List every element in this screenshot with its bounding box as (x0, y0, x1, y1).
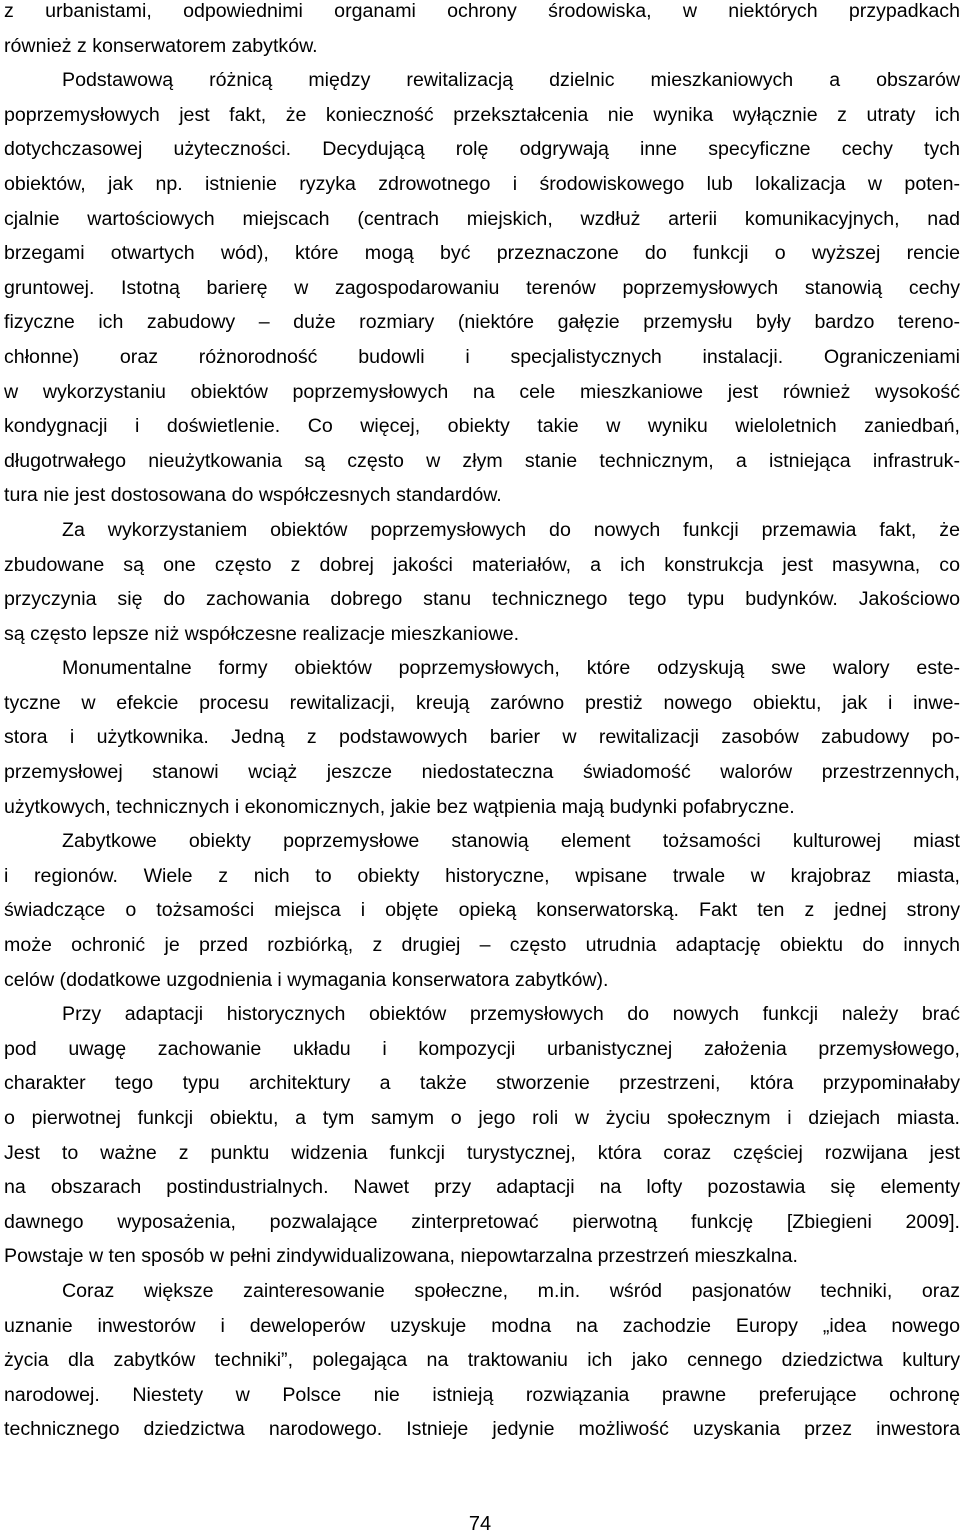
text-line: Za wykorzystaniem obiektów poprzemysłowych do nowych funkcji przemawia fakt, że (62, 518, 960, 541)
text-line: użytkowych, technicznych i ekonomicznych, jakie bez wątpienia mają budynki pofabryczne. (4, 795, 795, 818)
text-line: z urbanistami, odpowiednimi organami ochrony środowiska, w niektórych przypadkach (4, 0, 960, 22)
text-line: obiektów, jak np. istnienie ryzyka zdrowotnego i środowiskowego lub lokalizacja w poten- (4, 172, 960, 195)
text-line: i regionów. Wiele z nich to obiekty historyczne, wpisane trwale w krajobraz miasta, (4, 864, 960, 887)
text-line: pod uwagę zachowanie układu i kompozycji urbanistycznej założenia przemysłowego, (4, 1037, 960, 1060)
text-line: przyczynia się do zachowania dobrego stanu technicznego tego typu budynków. Jakościowo (4, 588, 960, 611)
text-line: tyczne w efekcie procesu rewitalizacji, kreują zarówno prestiż nowego obiektu, jak i inwe- (4, 691, 960, 714)
text-line: może ochronić je przed rozbiórką, z drugiej – często utrudnia adaptację obiektu do innych (4, 934, 960, 957)
text-line: przemysłowej stanowi wciąż jeszcze niedostateczna świadomość walorów przestrzennych, (4, 761, 960, 784)
text-line: Przy adaptacji historycznych obiektów przemysłowych do nowych funkcji należy brać (62, 1003, 960, 1026)
text-line: Coraz większe zainteresowanie społeczne, m.in. wśród pasjonatów techniki, oraz (62, 1279, 960, 1302)
text-line: życia dla zabytków techniki”, polegająca na traktowaniu ich jako cennego dziedzictwa kultury (4, 1349, 960, 1372)
body-text (4, 0, 960, 1447)
text-line: Powstaje w ten sposób w pełni zindywidualizowana, niepowtarzalna przestrzeń mieszkalna. (4, 1245, 798, 1268)
text-line: tura nie jest dostosowana do współczesnych standardów. (4, 484, 502, 507)
text-line: są często lepsze niż współczesne realizacje mieszkaniowe. (4, 622, 520, 645)
text-line: brzegami otwartych wód), które mogą być przeznaczone do funkcji o wyższej rencie (4, 242, 960, 265)
text-line: również z konserwatorem zabytków. (4, 34, 318, 57)
text-line: chłonne) oraz różnorodność budowli i specjalistycznych instalacji. Ograniczeniami (4, 345, 960, 368)
text-line: kondygnacji i doświetlenie. Co więcej, obiekty takie w wyniku wieloletnich zaniedbań, (4, 415, 960, 438)
text-line: dawnego wyposażenia, pozwalające zinterpretować pierwotną funkcję [Zbiegieni 2009]. (4, 1210, 960, 1233)
text-line: Podstawową różnicą między rewitalizacją dzielnic mieszkaniowych a obszarów (62, 69, 960, 92)
text-line: Jest to ważne z punktu widzenia funkcji turystycznej, która coraz częściej rozwijana jest (4, 1141, 960, 1164)
text-line: stora i użytkownika. Jedną z podstawowych barier w rewitalizacji zasobów zabudowy po- (4, 726, 960, 749)
text-line: cjalnie wartościowych miejscach (centrach miejskich, wzdłuż arterii komunikacyjnych, nad (4, 207, 960, 230)
text-line: poprzemysłowych jest fakt, że konieczność przekształcenia nie wynika wyłącznie z utraty ich (4, 103, 960, 126)
text-line: na obszarach postindustrialnych. Nawet przy adaptacji na lofty pozostawia się elementy (4, 1176, 960, 1199)
text-line: narodowej. Niestety w Polsce nie istnieją rozwiązania prawne preferujące ochronę (4, 1383, 960, 1406)
page-number: 74 (468, 1513, 492, 1535)
text-line: uznanie inwestorów i deweloperów uzyskuje modna na zachodzie Europy „idea nowego (4, 1314, 960, 1337)
text-line: w wykorzystaniu obiektów poprzemysłowych na cele mieszkaniowe jest również wysokość (4, 380, 960, 403)
text-line: charakter tego typu architektury a także stworzenie przestrzeni, która przypominałaby (4, 1072, 960, 1095)
text-line: Zabytkowe obiekty poprzemysłowe stanowią element tożsamości kulturowej miast (62, 830, 960, 853)
text-line: fizyczne ich zabudowy – duże rozmiary (niektóre gałęzie przemysłu były bardzo tereno- (4, 311, 960, 334)
text-line: gruntowej. Istotną barierę w zagospodarowaniu terenów poprzemysłowych stanowią cechy (4, 276, 960, 299)
text-line: długotrwałego nieużytkowania są często w złym stanie technicznym, a istniejąca infrastruk- (4, 449, 960, 472)
text-line: o pierwotnej funkcji obiektu, a tym samym o jego roli w życiu społecznym i dziejach miasta. (4, 1107, 960, 1129)
text-line: dotychczasowej użyteczności. Decydującą rolę odgrywają inne specyficzne cechy tych (4, 138, 960, 161)
text-line: zbudowane są one często z dobrej jakości materiałów, a ich konstrukcja jest masywna, co (4, 553, 960, 576)
text-line: technicznego dziedzictwa narodowego. Istnieje jedynie możliwość uzyskania przez inwestora (4, 1418, 960, 1441)
text-line: świadczące o tożsamości miejsca i objęte opieką konserwatorską. Fakt ten z jednej strony (4, 899, 960, 922)
text-line: Monumentalne formy obiektów poprzemysłowych, które odzyskują swe walory este- (62, 657, 960, 680)
text-line: celów (dodatkowe uzgodnienia i wymagania konserwatora zabytków). (4, 968, 609, 991)
